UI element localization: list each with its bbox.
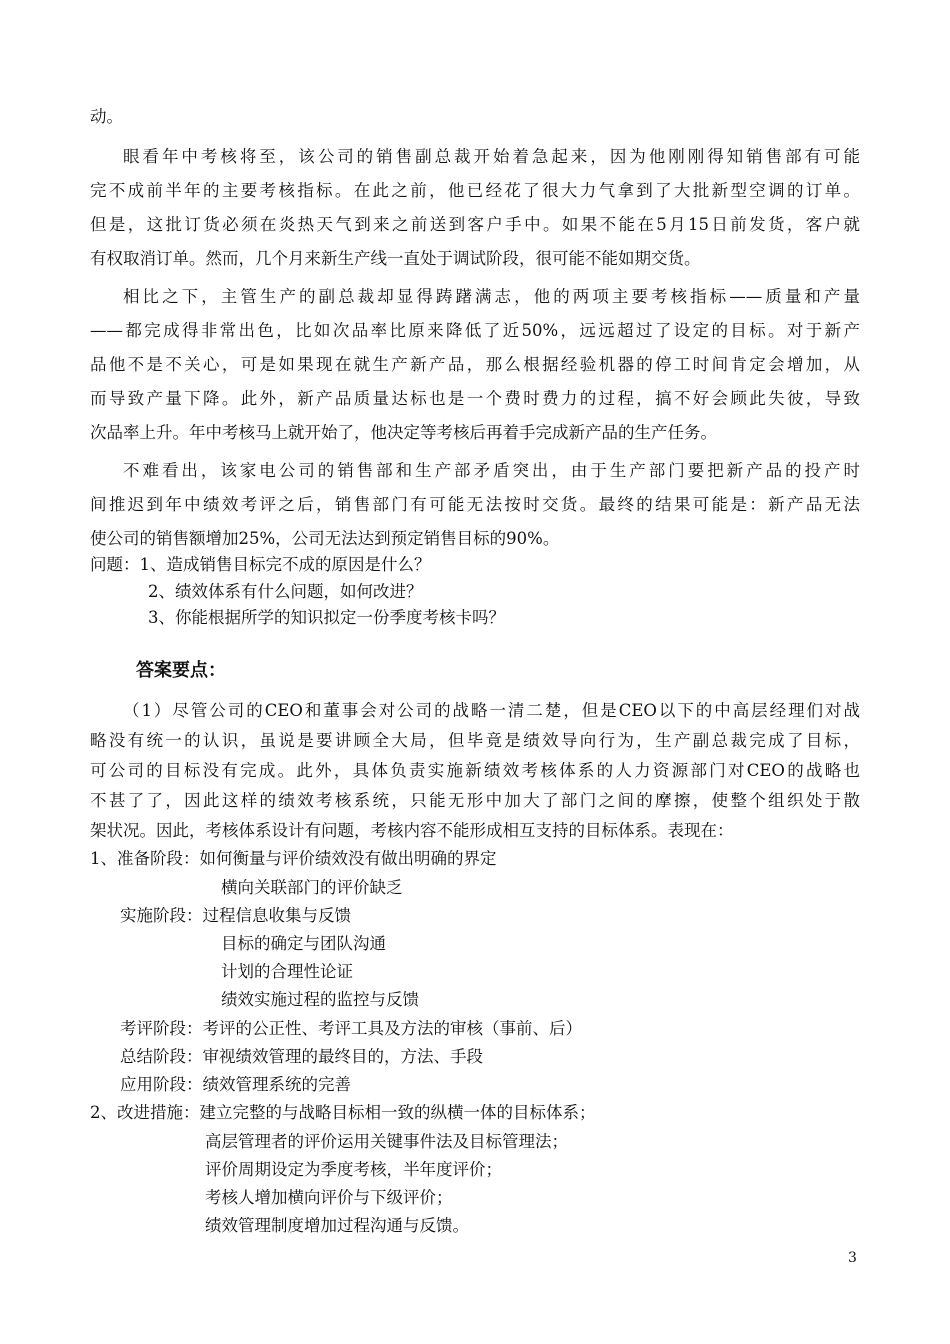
paragraph-1-line-4: 有权取消订单。然而，几个月来新生产线一直处于调试阶段，很可能不能如期交货。 [90,249,701,268]
paragraph-2-line-3: 品他不是不关心，可是如果现在就生产新产品，那么根据经验机器的停工时间肯定会增加，从 [90,355,860,374]
answer-para-line-2: 略没有统一的认识，虽说是要讲顾全大局，但毕竟是绩效导向行为，生产副总裁完成了目标， [90,731,860,750]
paragraph-1-line-2: 完不成前半年的主要考核指标。在此之前，他已经花了很大力气拿到了大批新型空调的订单。 [90,181,860,200]
list-item-impl-sub-2: 计划的合理性论证 [221,962,353,981]
answer-heading: 答案要点： [136,660,226,681]
page-number: 3 [848,1250,857,1266]
list-item-eval-stage: 考评阶段：考评的公正性、考评工具及方法的审核（事前、后） [120,1019,582,1038]
paragraph-continuation: 动。 [90,107,123,126]
paragraph-3-line-3: 使公司的销售额增加25%，公司无法达到预定销售目标的90%。 [90,529,560,548]
answer-para-line-1: （1）尽管公司的CEO和董事会对公司的战略一清二楚，但是CEO以下的中高层经理们对战 [123,701,860,720]
list-item-apply-stage: 应用阶段：绩效管理系统的完善 [120,1075,351,1094]
list-item-impl-stage: 实施阶段：过程信息收集与反馈 [120,906,351,925]
list-item-improve-1: 高层管理者的评价运用关键事件法及目标管理法； [205,1132,568,1151]
list-item-prep-sub: 横向关联部门的评价缺乏 [221,878,403,897]
list-item-summary-stage: 总结阶段：审视绩效管理的最终目的，方法、手段 [120,1047,483,1066]
paragraph-2-line-5: 次品率上升。年中考核马上就开始了，他决定等考核后再着手完成新产品的生产任务。 [90,423,717,442]
list-item-improve-2: 评价周期设定为季度考核，半年度评价； [205,1160,502,1179]
list-item-improve-3: 考核人增加横向评价与下级评价； [205,1188,453,1207]
paragraph-2-line-1: 相比之下，主管生产的副总裁却显得踌躇满志，他的两项主要考核指标——质量和产量 [123,287,860,306]
question-1: 问题：1、造成销售目标完不成的原因是什么？ [90,555,431,574]
list-item-improvements: 2、改进措施：建立完整的与战略目标相一致的纵横一体的目标体系； [90,1103,596,1122]
paragraph-2-line-2: ——都完成得非常出色，比如次品率比原来降低了近50%，远远超过了设定的目标。对于新产 [90,321,860,340]
paragraph-1-line-1: 眼看年中考核将至，该公司的销售副总裁开始着急起来，因为他刚刚得知销售部有可能 [123,147,860,166]
question-2: 2、绩效体系有什么问题，如何改进？ [148,582,423,601]
list-item-improve-4: 绩效管理制度增加过程沟通与反馈。 [205,1216,469,1235]
answer-para-line-5: 架状况。因此，考核体系设计有问题，考核内容不能形成相互支持的目标体系。表现在： [90,821,734,840]
answer-para-line-3: 可公司的目标没有完成。此外，具体负责实施新绩效考核体系的人力资源部门对CEO的战略也 [90,761,860,780]
list-item-prep-stage: 1、准备阶段：如何衡量与评价绩效没有做出明确的界定 [90,849,497,868]
paragraph-3-line-1: 不难看出，该家电公司的销售部和生产部矛盾突出，由于生产部门要把新产品的投产时 [123,461,860,480]
list-item-impl-sub-1: 目标的确定与团队沟通 [221,934,386,953]
answer-para-line-4: 不甚了了，因此这样的绩效考核系统，只能无形中加大了部门之间的摩擦，使整个组织处于散 [90,791,860,810]
question-3: 3、你能根据所学的知识拟定一份季度考核卡吗？ [148,608,505,627]
paragraph-1-line-3: 但是，这批订货必须在炎热天气到来之前送到客户手中。如果不能在5月15日前发货，客户就 [90,215,860,234]
paragraph-2-line-4: 而导致产量下降。此外，新产品质量达标也是一个费时费力的过程，搞不好会顾此失彼，导致 [90,389,860,408]
list-item-impl-sub-3: 绩效实施过程的监控与反馈 [221,990,419,1009]
paragraph-3-line-2: 间推迟到年中绩效考评之后，销售部门有可能无法按时交货。最终的结果可能是：新产品无法 [90,495,860,514]
